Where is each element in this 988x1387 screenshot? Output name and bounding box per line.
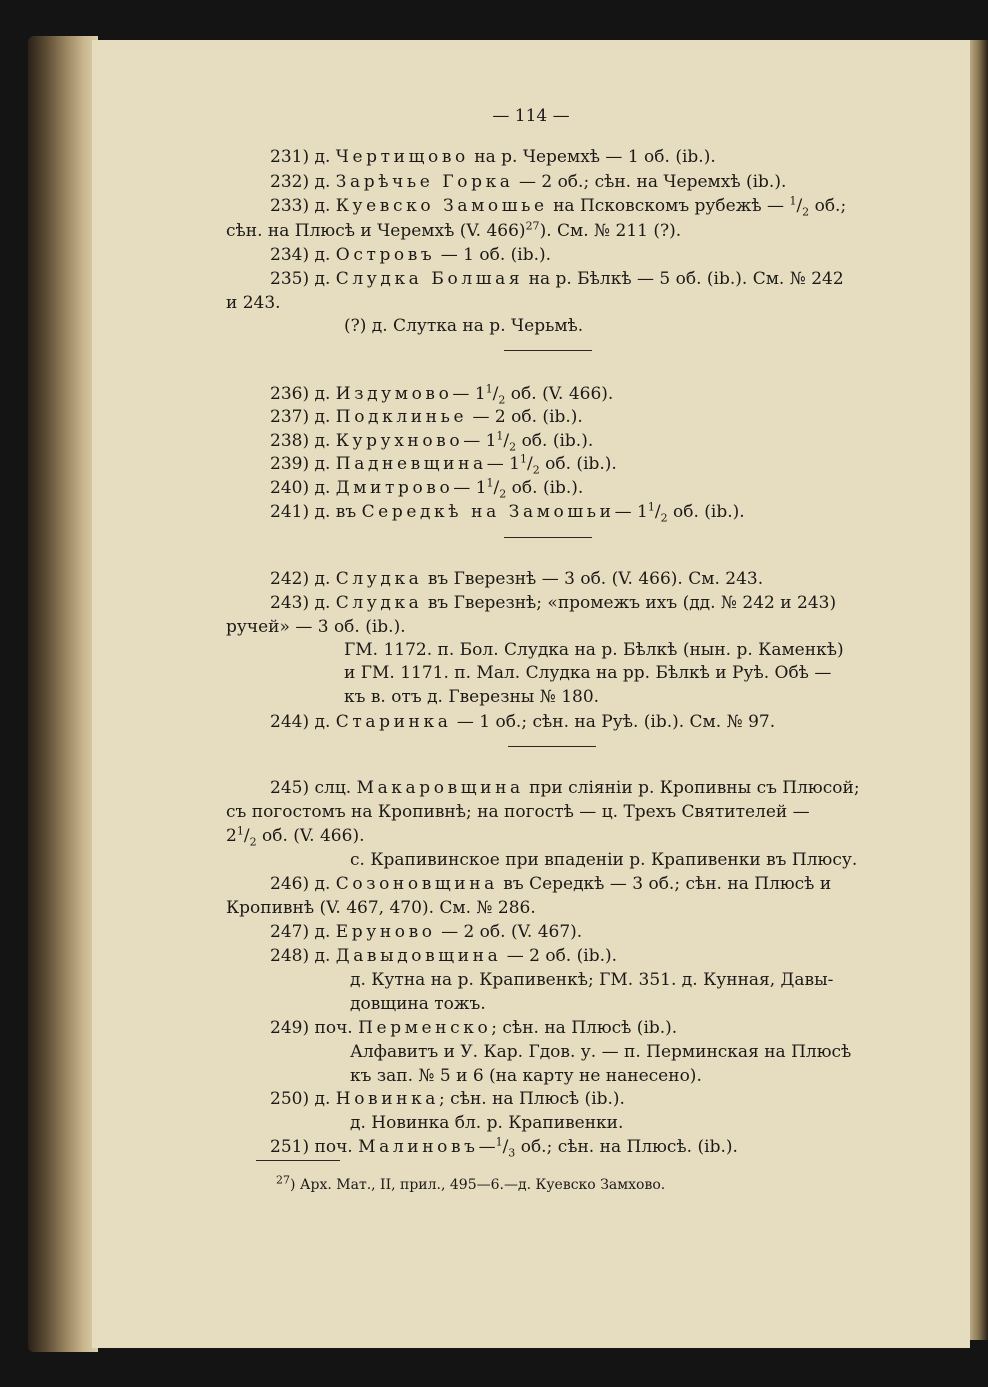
entry-249: 249) поч. Перменско; сѣн. на Плюсѣ (ib.). (270, 1018, 678, 1038)
section-divider (504, 350, 592, 351)
place-name: Макаровщина (356, 778, 524, 798)
entry-246-continuation: Кропивнѣ (V. 467, 470). См. № 286. (226, 898, 536, 918)
note-248-line: довщина тожъ. (350, 994, 486, 1014)
entry-245-continuation: съ погостомъ на Кропивнѣ; на погостѣ — ц. Трехъ Святителей — (226, 802, 810, 822)
book-page-edges-left (28, 36, 98, 1352)
footnote-mark: 27 (276, 1173, 290, 1187)
place-name: Курухново (335, 431, 464, 451)
entry-235-continuation: и 243. (226, 293, 281, 313)
place-name: Чертищово (335, 147, 469, 167)
place-name: Дмитрово (335, 478, 454, 498)
book-page (92, 40, 970, 1348)
note-249-line: къ зап. № 5 и 6 (на карту не нанесено). (350, 1066, 702, 1086)
entry-250: 250) д. Новинка; сѣн. на Плюсѣ (ib.). (270, 1089, 625, 1109)
entry-239: 239) д. Падневщина— $1^1/_2$ об. (ib.). (270, 452, 617, 477)
place-name: Еруново (335, 922, 436, 942)
note-250: д. Новинка бл. р. Крапивенки. (350, 1113, 624, 1133)
entry-243: 243) д. Слудка въ Гверезнѣ; «промежъ ихъ (дд. № 242 и 243) (270, 593, 837, 613)
entry-242: 242) д. Слудка въ Гверезнѣ — 3 об. (V. 466). См. 243. (270, 569, 764, 589)
footnote-ref: 27 (525, 219, 540, 233)
entry-233-continuation: сѣн. на Плюсѣ и Черемхѣ (V. 466)$^{27}$). См. № 211 (?). (226, 219, 682, 241)
place-name: Слудка (335, 593, 423, 613)
place-name: Издумово (335, 384, 453, 404)
place-name: Падневщина (335, 454, 487, 474)
place-name: Давыдовщина (335, 946, 502, 966)
entry-241: 241) д. въ Середкѣ на Замошьи— $1^1/_2$ об. (ib.). (270, 500, 745, 525)
entry-251: 251) поч. $Малиновъ—^1/_3$ об.; сѣн. на Плюсѣ. (ib.). (270, 1135, 738, 1160)
place-name: Подклинье (335, 407, 468, 427)
place-name: Середкѣ на Замошьи (361, 502, 615, 522)
place-name: Куевско Замошье (335, 196, 548, 216)
note-243-line: ГМ. 1172. п. Бол. Слудка на р. Бѣлкѣ (нын. р. Каменкѣ) (344, 640, 844, 660)
note-245: с. Крапивинское при впаденіи р. Крапивенки въ Плюсу. (350, 850, 858, 870)
entry-234: 234) д. Островъ — 1 об. (ib.). (270, 245, 552, 265)
place-name: Островъ (335, 245, 436, 265)
place-name: Созоновщина (335, 874, 498, 894)
place-name: Слудка Болшая (335, 269, 524, 289)
place-name: Перменско (358, 1018, 492, 1038)
note-235: (?) д. Слутка на р. Черьмѣ. (344, 316, 584, 336)
section-divider (504, 537, 592, 538)
entry-231: 231) д. Чертищово на р. Черемхѣ — 1 об. (ib.). (270, 147, 716, 167)
place-name: Новинка (335, 1089, 440, 1109)
entry-245: 245) слц. Макаровщина при сліяніи р. Кропивны съ Плюсой; (270, 778, 860, 798)
note-243-line: къ в. отъ д. Гверезны № 180. (344, 687, 600, 707)
entry-235: 235) д. Слудка Болшая на р. Бѣлкѣ — 5 об. (ib.). См. № 242 (270, 269, 844, 289)
section-divider (508, 746, 596, 747)
note-248-line: д. Кутна на р. Крапивенкѣ; ГМ. 351. д. Кунная, Давы- (350, 970, 834, 990)
place-name: Зарѣчье Горка (335, 172, 514, 192)
entry-244: 244) д. Старинка — 1 об.; сѣн. на Руѣ. (ib.). См. № 97. (270, 712, 776, 732)
entry-232: 232) д. Зарѣчье Горка — 2 об.; сѣн. на Черемхѣ (ib.). (270, 172, 787, 192)
entry-245-continuation: $2^1/_2$ об. (V. 466). (226, 824, 365, 849)
entry-246: 246) д. Созоновщина въ Середкѣ — 3 об.; сѣн. на Плюсѣ и (270, 874, 832, 894)
place-name: Слудка (335, 569, 423, 589)
entry-240: 240) д. Дмитрово— $1^1/_2$ об. (ib.). (270, 476, 584, 501)
note-243-line: и ГМ. 1171. п. Мал. Слудка на рр. Бѣлкѣ и Руѣ. Обѣ — (344, 663, 832, 683)
place-name: Старинка (335, 712, 452, 732)
entry-247: 247) д. Еруново — 2 об. (V. 467). (270, 922, 583, 942)
entry-248: 248) д. Давыдовщина — 2 об. (ib.). (270, 946, 618, 966)
entry-237: 237) д. Подклинье — 2 об. (ib.). (270, 407, 583, 427)
entry-243-continuation: ручей» — 3 об. (ib.). (226, 617, 406, 637)
entry-236: 236) д. Издумово— $1^1/_2$ об. (V. 466). (270, 382, 614, 407)
place-name: Малиновъ (358, 1137, 479, 1157)
entry-238: 238) д. Курухново— $1^1/_2$ об. (ib.). (270, 429, 594, 454)
entry-233: 233) д. Куевско Замошье на Псковскомъ рубежѣ — $^1/_2$ об.; (270, 194, 847, 219)
note-249-line: Алфавитъ и У. Кар. Гдов. у. — п. Перминская на Плюсѣ (350, 1042, 852, 1062)
footnote-rule (256, 1160, 340, 1161)
page-number: — 114 — (492, 106, 570, 126)
footnote: $^{27}$) Арх. Мат., II, прил., 495—6.—д. Куевско Замхово. (276, 1173, 666, 1193)
